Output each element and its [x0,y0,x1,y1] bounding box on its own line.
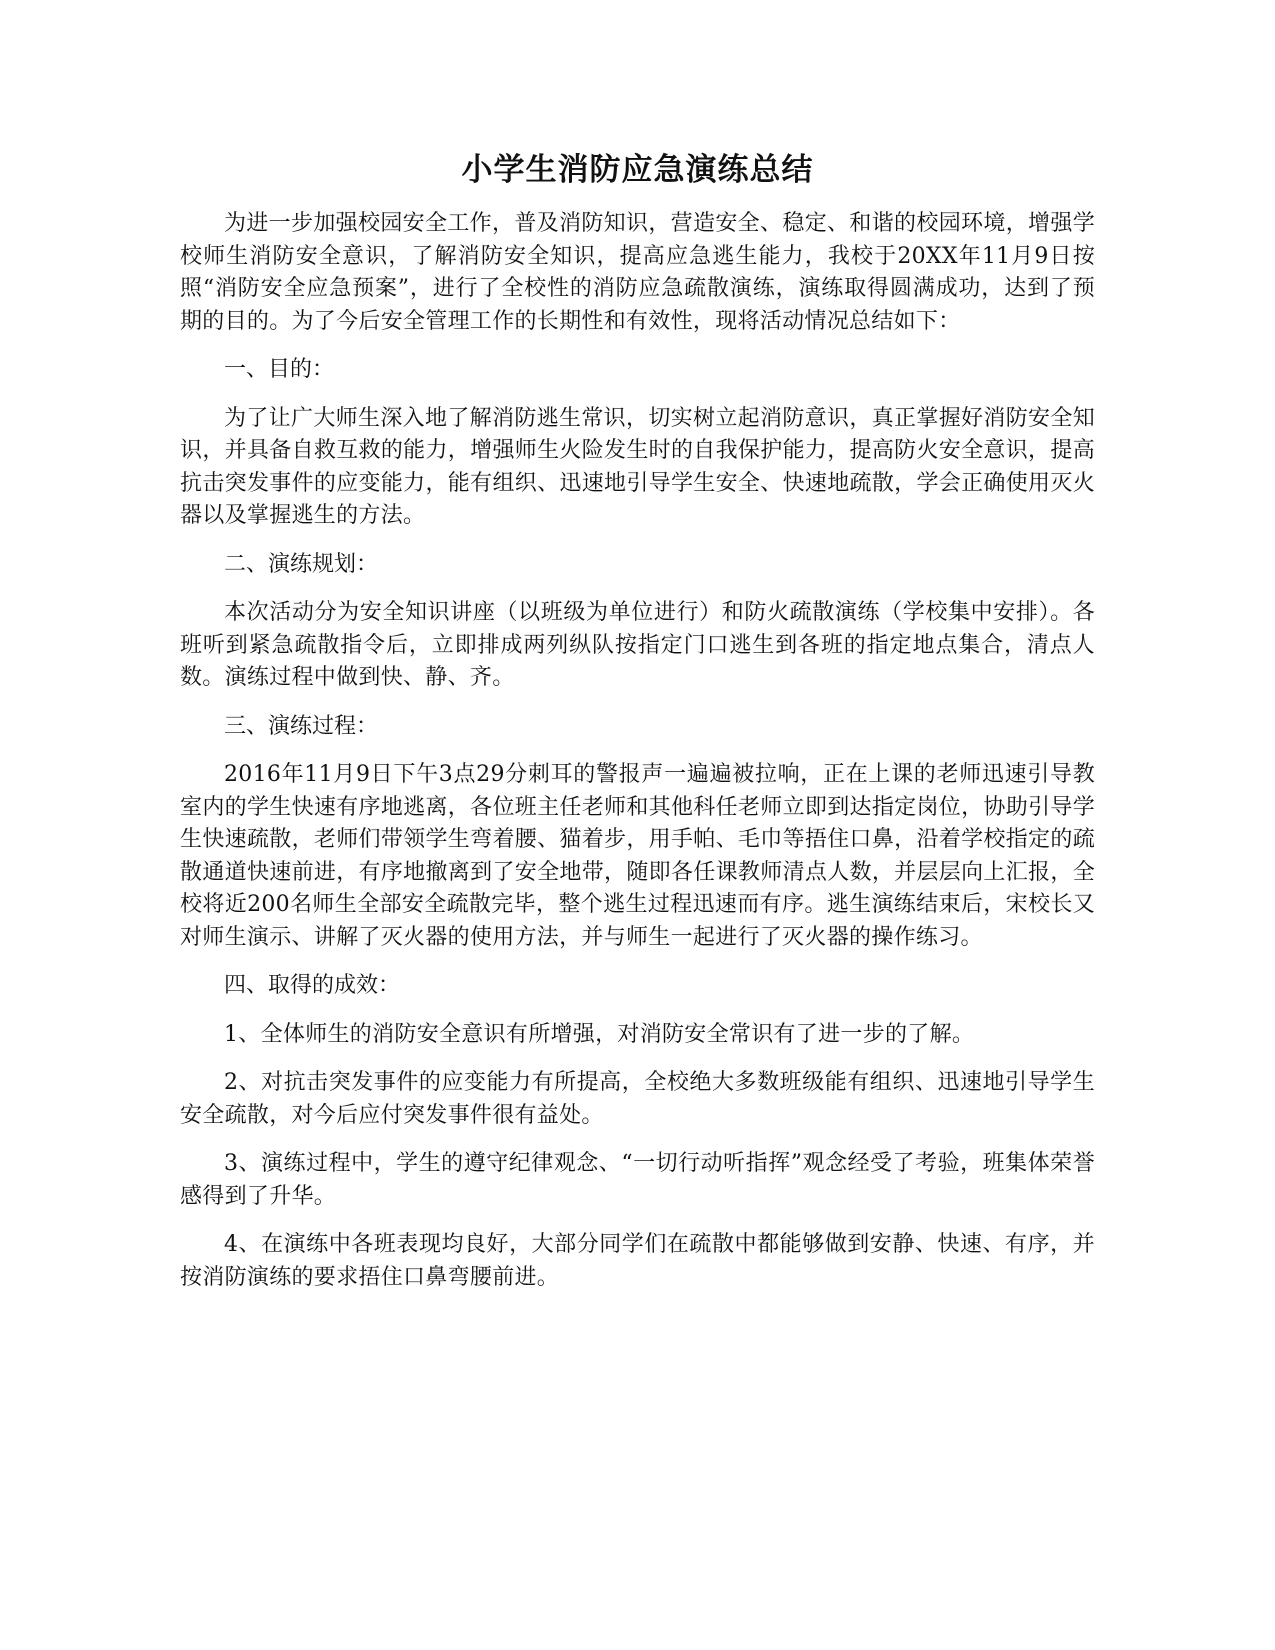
page-title: 小学生消防应急演练总结 [461,152,814,188]
document-body [180,208,1095,1310]
plan-paragraph: 本次活动分为安全知识讲座（以班级为单位进行）和防火疏散演练（学校集中安排）。各班听到紧急疏散指令后，立即排成两列纵队按指定门口逃生到各班的指定地点集合，清点人数。演练过程中做到快、静、齐。 [180,600,1095,690]
intro-paragraph: 为进一步加强校园安全工作，普及消防知识，营造安全、稳定、和谐的校园环境，增强学校师生消防安全意识，了解消防安全知识，提高应急逃生能力，我校于20XX年11月9日按照“消防安全应急预案”，进行了全校性的消防应急疏散演练，演练取得圆满成功，达到了预期的目的。为了今后安全管理工作的长期性和有效性，现将活动情况总结如下： [180,211,1095,334]
result-item-4: 4、在演练中各班表现均良好，大部分同学们在疏散中都能够做到安静、快速、有序，并按消防演练的要求捂住口鼻弯腰前进。 [180,1232,1095,1290]
section-heading-process: 三、演练过程： [224,713,379,739]
section-heading-purpose: 一、目的： [224,357,335,382]
section-heading-plan: 二、演练规划： [224,551,379,577]
purpose-paragraph: 为了让广大师生深入地了解消防逃生常识，切实树立起消防意识，真正掌握好消防安全知识，并具备自救互救的能力，增强师生火险发生时的自我保护能力，提高防火安全意识，提高抗击突发事件的应变能力，能有组织、迅速地引导学生安全、快速地疏散，学会正确使用灭火器以及掌握逃生的方法。 [180,405,1095,528]
section-heading-results: 四、取得的成效： [224,973,401,998]
process-paragraph: 2016年11月9日下午3点29分刺耳的警报声一遍遍被拉响，正在上课的老师迅速引导教室内的学生快速有序地逃离，各位班主任老师和其他科任老师立即到达指定岗位，协助引导学生快速疏散，老师们带领学生弯着腰、猫着步，用手帕、毛巾等捂住口鼻，沿着学校指定的疏散通道快速前进，有序地撤离到了安全地带，随即各任课教师清点人数，并层层向上汇报，全校将近200名师生全部安全疏散完毕，整个逃生过程迅速而有序。逃生演练结束后，宋校长又对师生演示、讲解了灭火器的使用方法，并与师生一起进行了灭火器的操作练习。 [180,762,1095,950]
result-item-2: 2、对抗击突发事件的应变能力有所提高，全校绝大多数班级能有组织、迅速地引导学生安全疏散，对今后应付突发事件很有益处。 [180,1070,1095,1128]
result-item-3: 3、演练过程中，学生的遵守纪律观念、“一切行动听指挥”观念经受了考验，班集体荣誉感得到了升华。 [180,1151,1095,1209]
result-item-1: 1、全体师生的消防安全意识有所增强，对消防安全常识有了进一步的了解。 [224,1021,975,1047]
